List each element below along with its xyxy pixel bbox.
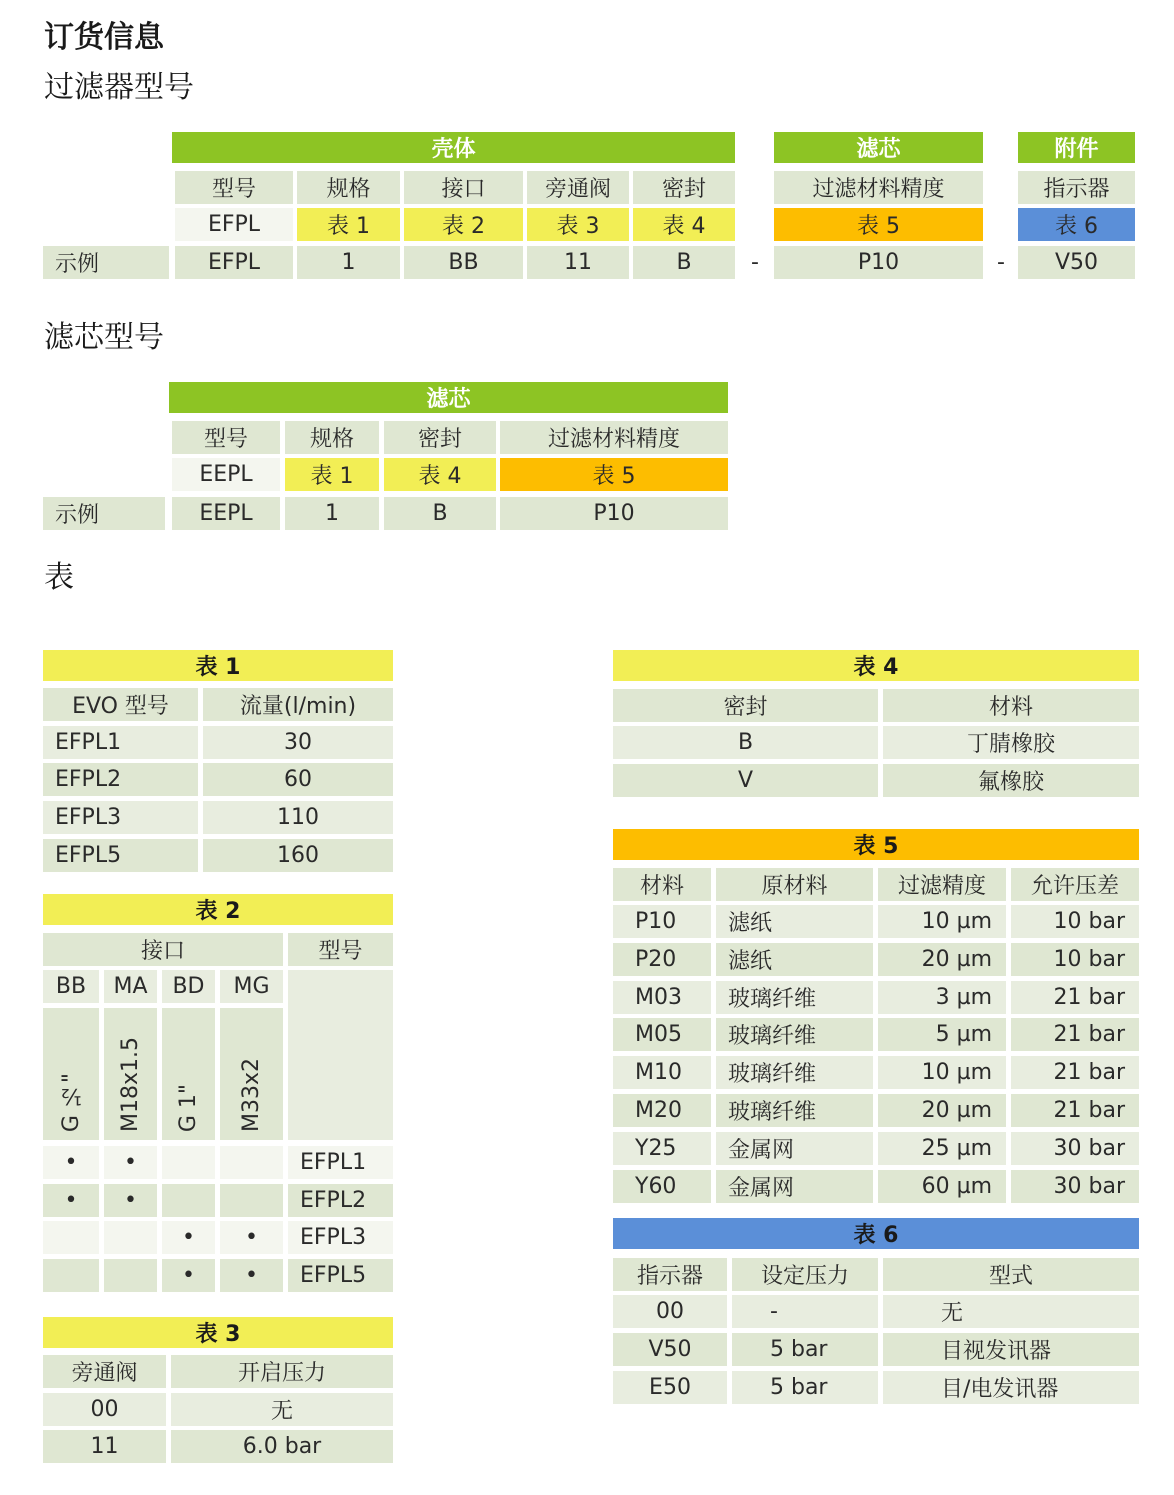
compat-mark: •	[104, 1146, 157, 1179]
table2-header-type: 型号	[288, 933, 393, 966]
type-code-cell: EFPL	[175, 208, 293, 241]
table-row-material: 金属网	[716, 1170, 873, 1203]
table-row-seal: B	[613, 726, 878, 759]
compat-mark	[43, 1221, 99, 1254]
compat-mark	[162, 1146, 215, 1179]
port-thread-cell	[104, 1008, 157, 1140]
table-row-code: V50	[613, 1333, 727, 1366]
table2-model-spacer	[288, 970, 393, 1140]
table-row-precision: 3 µm	[878, 981, 1006, 1014]
type-code-cell: EEPL	[172, 458, 280, 491]
ref-table2-cell: 表 2	[404, 208, 523, 241]
table-row-model: EFPL5	[43, 839, 198, 872]
table-row-model: EFPL1	[43, 726, 198, 759]
order-info-heading: 订货信息	[44, 20, 164, 55]
port-code: BD	[162, 970, 215, 1003]
ref-table1-cell: 表 1	[297, 208, 400, 241]
table5-header-code: 材料	[613, 868, 711, 901]
col-seal-header: 密封	[633, 171, 735, 204]
table2-title: 表 2	[43, 894, 393, 925]
port-thread-cell	[162, 1008, 215, 1140]
example-indicator-cell: V50	[1018, 246, 1135, 279]
compat-mark	[220, 1184, 283, 1217]
table-row-code: Y25	[613, 1132, 711, 1165]
table-row-precision: 60 µm	[878, 1170, 1006, 1203]
table-row-model: EFPL3	[288, 1221, 393, 1254]
table-row-precision: 20 µm	[878, 1094, 1006, 1127]
table-row-code: Y60	[613, 1170, 711, 1203]
table5-title: 表 5	[613, 829, 1139, 860]
table-row-material: 滤纸	[716, 905, 873, 938]
table-row-style: 目视发讯器	[883, 1333, 1139, 1366]
example-type-cell: EFPL	[175, 246, 293, 279]
col-port-header: 接口	[404, 171, 523, 204]
table-row-code: E50	[613, 1371, 727, 1404]
table2-header-port: 接口	[43, 933, 283, 966]
compat-mark	[220, 1146, 283, 1179]
port-thread-cell	[220, 1008, 283, 1140]
table3-title: 表 3	[43, 1317, 393, 1348]
table1-header-model: EVO 型号	[43, 688, 198, 721]
port-code: BB	[43, 970, 99, 1003]
example-seal-cell: B	[633, 246, 735, 279]
example-size-cell: 1	[285, 497, 379, 530]
table-row-code: 11	[43, 1430, 166, 1463]
table4-title: 表 4	[613, 650, 1139, 681]
ref-table4-cell: 表 4	[384, 458, 496, 491]
table4-header-seal: 密封	[613, 689, 878, 722]
example-seal-cell: B	[384, 497, 496, 530]
table-row-material: 氟橡胶	[883, 764, 1139, 797]
table3-header-pressure: 开启压力	[171, 1355, 393, 1388]
table-row-precision: 10 µm	[878, 905, 1006, 938]
table-row-code: 00	[43, 1393, 166, 1426]
table-row-code: M03	[613, 981, 711, 1014]
table5-header-precision: 过滤精度	[878, 868, 1006, 901]
table6-title: 表 6	[613, 1218, 1139, 1249]
col-precision-header: 过滤材料精度	[500, 421, 728, 454]
ref-table5-cell: 表 5	[774, 208, 983, 241]
table-row-material: 玻璃纤维	[716, 1094, 873, 1127]
table-row-precision: 25 µm	[878, 1132, 1006, 1165]
table4-header-material: 材料	[883, 689, 1139, 722]
example-size-cell: 1	[297, 246, 400, 279]
table-row-model: EFPL1	[288, 1146, 393, 1179]
compat-mark	[104, 1221, 157, 1254]
table-row-precision: 5 µm	[878, 1018, 1006, 1051]
port-code: MA	[104, 970, 157, 1003]
example-type-cell: EEPL	[172, 497, 280, 530]
table-row-dp: 21 bar	[1011, 1094, 1139, 1127]
table5-header-material: 原材料	[716, 868, 873, 901]
table6-header-style: 型式	[883, 1258, 1139, 1291]
element-model-heading: 滤芯型号	[44, 320, 164, 355]
separator-dash: -	[997, 250, 1005, 275]
table-row-material: 丁腈橡胶	[883, 726, 1139, 759]
example-port-cell: BB	[404, 246, 523, 279]
table-row-dp: 21 bar	[1011, 1056, 1139, 1089]
table-row-dp: 30 bar	[1011, 1132, 1139, 1165]
filter-model-heading: 过滤器型号	[44, 70, 194, 105]
accessory-group-header: 附件	[1018, 132, 1135, 163]
port-thread-cell	[43, 1008, 99, 1140]
table-row-dp: 10 bar	[1011, 943, 1139, 976]
table-row-flow: 110	[203, 801, 393, 834]
table-row-style: 目/电发讯器	[883, 1371, 1139, 1404]
table-row-material: 玻璃纤维	[716, 981, 873, 1014]
ref-table4-cell: 表 4	[633, 208, 735, 241]
table-row-pressure: 5 bar	[732, 1371, 878, 1404]
table3-header-bypass: 旁通阀	[43, 1355, 166, 1388]
table-row-code: M05	[613, 1018, 711, 1051]
table-row-precision: 20 µm	[878, 943, 1006, 976]
table-row-dp: 30 bar	[1011, 1170, 1139, 1203]
element-group-header: 滤芯	[169, 382, 728, 413]
table-row-code: 00	[613, 1295, 727, 1328]
port-code: MG	[220, 970, 283, 1003]
table-row-style: 无	[883, 1295, 1139, 1328]
example-label: 示例	[43, 246, 169, 279]
compat-mark	[43, 1259, 99, 1292]
table-row-material: 滤纸	[716, 943, 873, 976]
table5-header-dp: 允许压差	[1011, 868, 1139, 901]
table-row-code: M20	[613, 1094, 711, 1127]
port-thread: G 1"	[176, 1083, 201, 1132]
housing-group-header: 壳体	[172, 132, 735, 163]
table-row-code: M10	[613, 1056, 711, 1089]
port-thread: M33x2	[239, 1058, 264, 1132]
table1-header-flow: 流量(l/min)	[203, 688, 393, 721]
compat-mark: •	[162, 1259, 215, 1292]
table-row-model: EFPL3	[43, 801, 198, 834]
col-bypass-header: 旁通阀	[527, 171, 629, 204]
example-label: 示例	[43, 497, 165, 530]
col-type-header: 型号	[172, 421, 280, 454]
table-row-code: P20	[613, 943, 711, 976]
table-row-material: 金属网	[716, 1132, 873, 1165]
col-indicator-header: 指示器	[1018, 171, 1135, 204]
table-row-material: 玻璃纤维	[716, 1018, 873, 1051]
table-row-flow: 160	[203, 839, 393, 872]
table-row-seal: V	[613, 764, 878, 797]
table-row-dp: 21 bar	[1011, 1018, 1139, 1051]
col-seal-header: 密封	[384, 421, 496, 454]
table-row-pressure: -	[732, 1295, 878, 1328]
table-row-precision: 10 µm	[878, 1056, 1006, 1089]
compat-mark: •	[162, 1221, 215, 1254]
example-precision-cell: P10	[500, 497, 728, 530]
ref-table3-cell: 表 3	[527, 208, 629, 241]
table-row-model: EFPL2	[288, 1184, 393, 1217]
port-thread: G ½"	[58, 1072, 84, 1132]
example-bypass-cell: 11	[527, 246, 629, 279]
table-row-code: P10	[613, 905, 711, 938]
table6-header-indicator: 指示器	[613, 1258, 727, 1291]
table1-title: 表 1	[43, 650, 393, 681]
port-thread: M18x1.5	[118, 1037, 143, 1132]
tables-heading: 表	[44, 560, 74, 595]
ref-table6-cell: 表 6	[1018, 208, 1135, 241]
element-group-header: 滤芯	[774, 132, 983, 163]
compat-mark: •	[220, 1221, 283, 1254]
table-row-dp: 21 bar	[1011, 981, 1139, 1014]
table-row-flow: 30	[203, 726, 393, 759]
table-row-pressure: 5 bar	[732, 1333, 878, 1366]
ref-table1-cell: 表 1	[285, 458, 379, 491]
table-row-model: EFPL2	[43, 763, 198, 796]
table-row-pressure: 6.0 bar	[171, 1430, 393, 1463]
table-row-flow: 60	[203, 763, 393, 796]
table-row-material: 玻璃纤维	[716, 1056, 873, 1089]
col-size-header: 规格	[297, 171, 400, 204]
ref-table5-cell: 表 5	[500, 458, 728, 491]
table-row-dp: 10 bar	[1011, 905, 1139, 938]
separator-dash: -	[751, 250, 759, 275]
example-precision-cell: P10	[774, 246, 983, 279]
table-row-pressure: 无	[171, 1393, 393, 1426]
compat-mark	[104, 1259, 157, 1292]
col-precision-header: 过滤材料精度	[774, 171, 983, 204]
col-size-header: 规格	[285, 421, 379, 454]
col-type-header: 型号	[175, 171, 293, 204]
compat-mark: •	[43, 1184, 99, 1217]
compat-mark: •	[43, 1146, 99, 1179]
compat-mark: •	[104, 1184, 157, 1217]
table-row-model: EFPL5	[288, 1259, 393, 1292]
table6-header-pressure: 设定压力	[732, 1258, 878, 1291]
compat-mark: •	[220, 1259, 283, 1292]
compat-mark	[162, 1184, 215, 1217]
